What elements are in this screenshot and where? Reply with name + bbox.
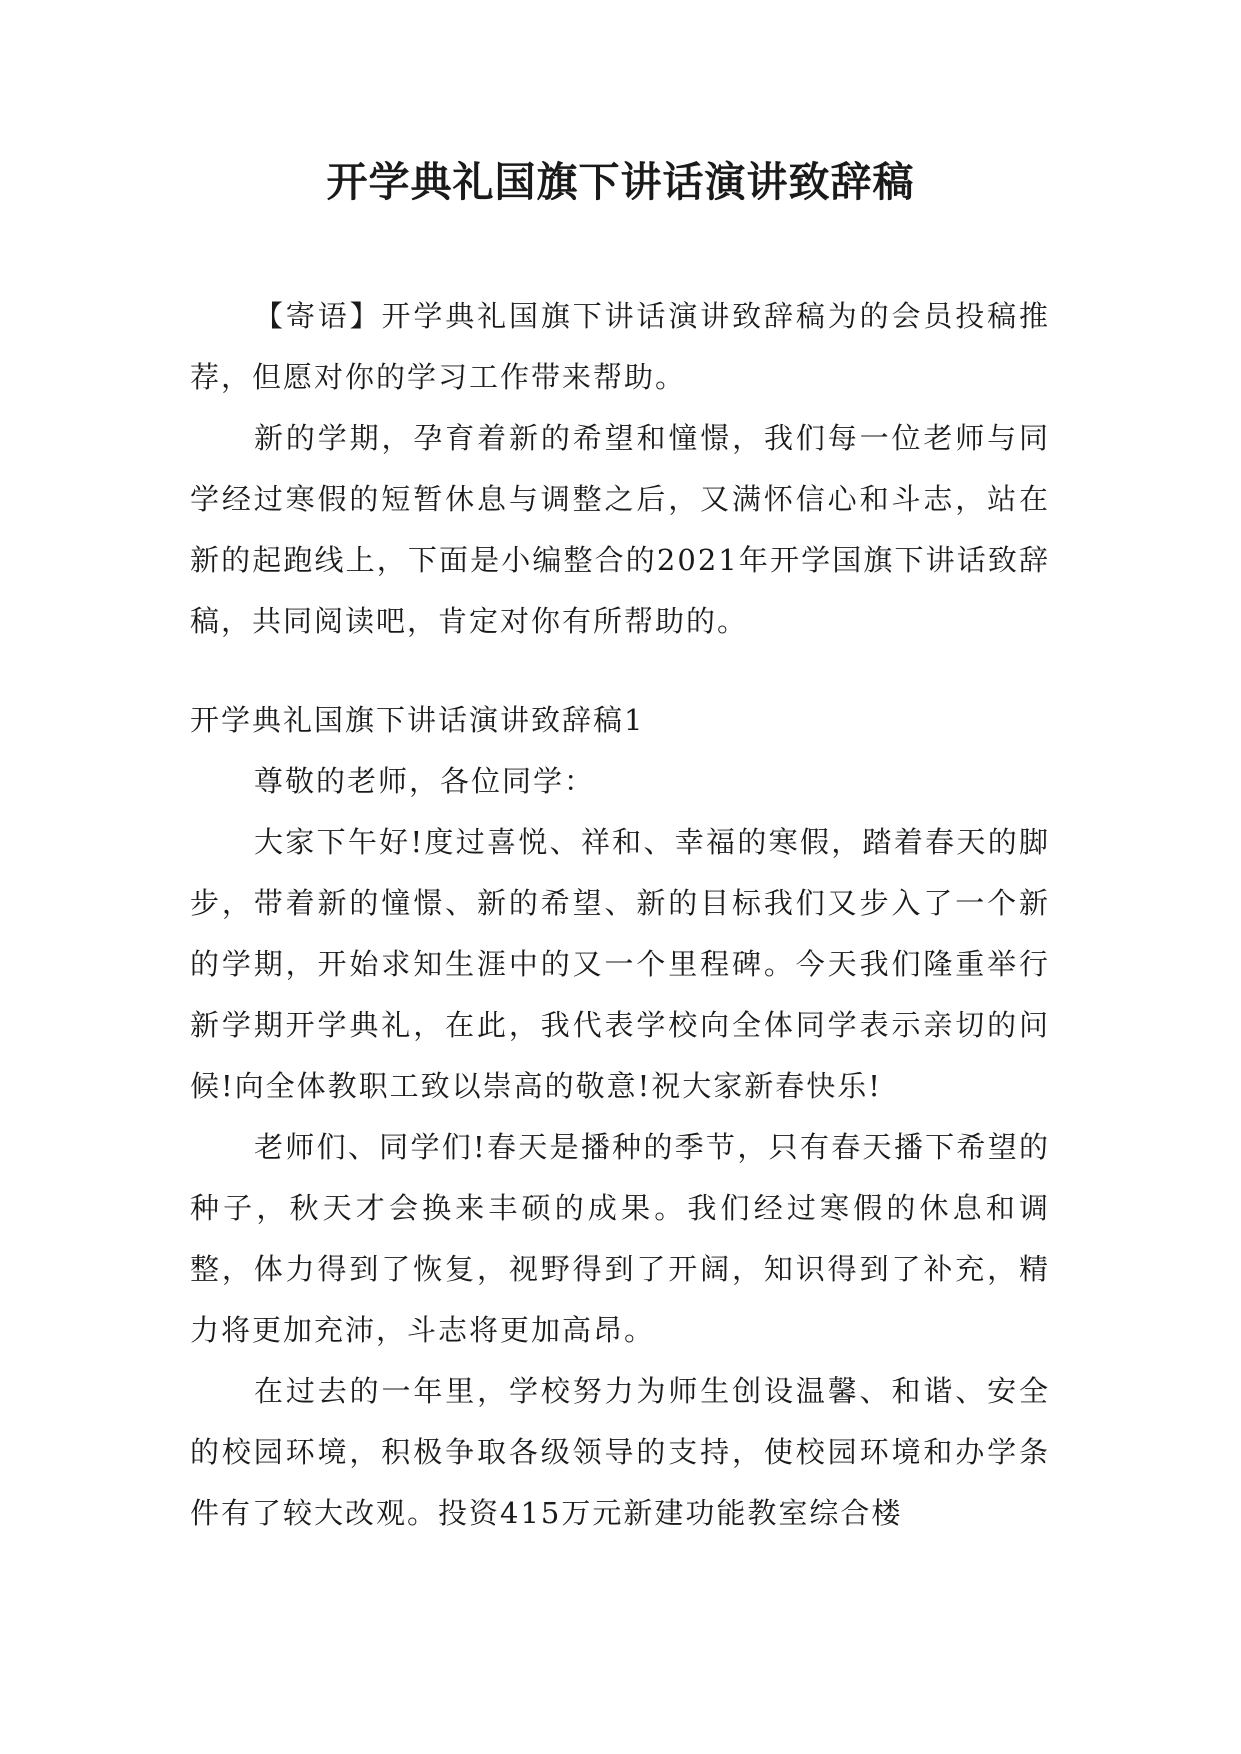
body-paragraph: 在过去的一年里，学校努力为师生创设温馨、和谐、安全的校园环境，积极争取各级领导的支持，使校园环境和办学条件有了较大改观。投资415万元新建功能教室综合楼: [190, 1374, 1050, 1530]
body-paragraph: 老师们、同学们!春天是播种的季节，只有春天播下希望的种子，秋天才会换来丰硕的成果。我们经过寒假的休息和调整，体力得到了恢复，视野得到了开阔，知识得到了补充，精力将更加充沛，斗志将更加高昂。: [190, 1130, 1050, 1347]
intro-paragraph: 新的学期，孕育着新的希望和憧憬，我们每一位老师与同学经过寒假的短暂休息与调整之后，又满怀信心和斗志，站在新的起跑线上，下面是小编整合的2021年开学国旗下讲话致辞稿，共同阅读吧，肯定对你有所帮助的。: [190, 421, 1050, 638]
section-heading: 开学典礼国旗下讲话演讲致辞稿1: [190, 703, 645, 737]
salutation-paragraph: 尊敬的老师，各位同学：: [254, 764, 596, 798]
body-paragraph: 大家下午好!度过喜悦、祥和、幸福的寒假，踏着春天的脚步，带着新的憧憬、新的希望、新的目标我们又步入了一个新的学期，开始求知生涯中的又一个里程碑。今天我们隆重举行新学期开学典礼，在此，我代表学校向全体同学表示亲切的问候!向全体教职工致以崇高的敬意!祝大家新春快乐!: [190, 825, 1050, 1103]
intro-section: [190, 286, 1050, 652]
article-section: [190, 690, 1050, 1544]
document-title: 开学典礼国旗下讲话演讲致辞稿: [326, 158, 915, 206]
intro-paragraph: 【寄语】开学典礼国旗下讲话演讲致辞稿为的会员投稿推荐，但愿对你的学习工作带来帮助。: [190, 299, 1050, 394]
